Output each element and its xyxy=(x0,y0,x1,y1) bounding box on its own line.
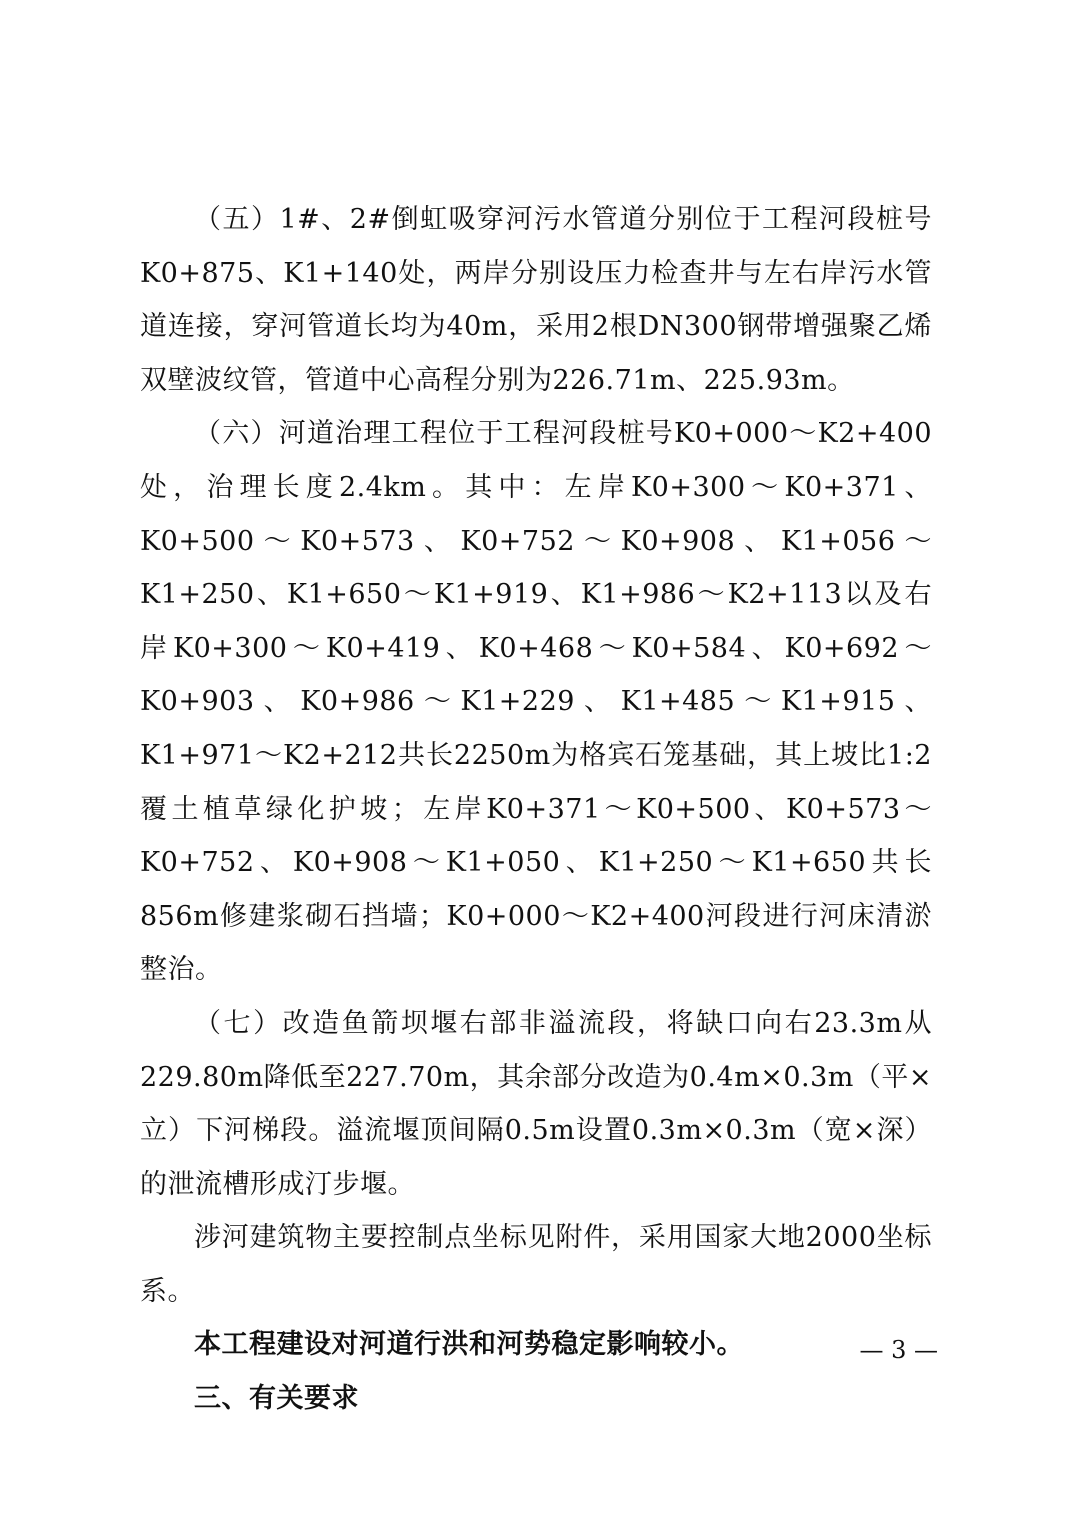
section-heading: 三、有关要求 xyxy=(194,1383,359,1415)
document-body xyxy=(140,193,932,1426)
paragraph-item-6: （六）河道治理工程位于工程河段桩号K0+000～K2+400处，治理长度2.4km。其中：左岸K0+300～K0+371、K0+500～K0+573、K0+752～K0+908、K1+056～K1+250、K1+650～K1+919、K1+986～K2+113以及右岸K0+300～K0+419、K0+468～K0+584、K0+692～K0+903、K0+986～K1+229、K1+485～K1+915、K1+971～K2+212共长2250m为格宾石笼基础，其上坡比1:2覆土植草绿化护坡；左岸K0+371～K0+500、K0+573～K0+752、K0+908～K1+050、K1+250～K1+650共长856m修建浆砌石挡墙；K0+000～K2+400河段进行河床清淤整治。 xyxy=(140,418,932,986)
conclusion-text: 本工程建设对河道行洪和河势稳定影响较小。 xyxy=(194,1329,744,1361)
page-number: — 3 — xyxy=(859,1336,938,1364)
paragraph-coordinates: 涉河建筑物主要控制点坐标见附件，采用国家大地2000坐标系。 xyxy=(140,1222,932,1307)
paragraph-item-7: （七）改造鱼箭坝堰右部非溢流段，将缺口向右23.3m从229.80m降低至227.70m，其余部分改造为0.4m×0.3m（平×立）下河梯段。溢流堰顶间隔0.5m设置0.3m×0.3m（宽×深）的泄流槽形成汀步堰。 xyxy=(140,1007,932,1200)
paragraph-item-5: （五）1#、2#倒虹吸穿河污水管道分别位于工程河段桩号K0+875、K1+140处，两岸分别设压力检查井与左右岸污水管道连接，穿河管道长均为40m，采用2根DN300钢带增强聚乙烯双壁波纹管，管道中心高程分别为226.71m、225.93m。 xyxy=(140,204,932,396)
